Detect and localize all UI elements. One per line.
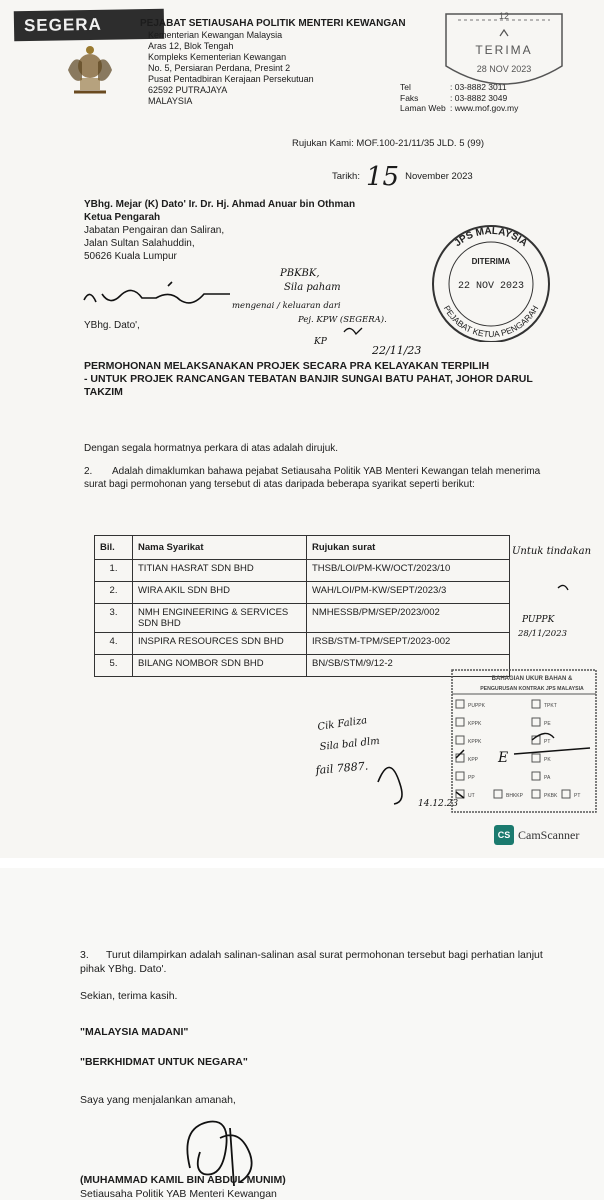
- web-value: : www.mof.gov.my: [450, 103, 519, 113]
- recipient-name: YBhg. Mejar (K) Dato' Ir. Dr. Hj. Ahmad Anuar bin Othman: [84, 199, 356, 210]
- company-table: [94, 535, 510, 677]
- paragraph-3: [80, 948, 550, 976]
- routing-cell: KPP: [468, 757, 479, 763]
- handnote-line: KP: [314, 337, 327, 347]
- column-header: Nama Syarikat: [133, 536, 307, 560]
- received-stamp-date: 28 NOV 2023: [476, 64, 532, 74]
- page-separator: [0, 858, 604, 868]
- handnote-line: Sila paham: [284, 282, 341, 293]
- address-line: Pusat Pentadbiran Kerajaan Persekutuan: [148, 74, 314, 84]
- date-month-year: November 2023: [405, 171, 473, 182]
- tel-label: Tel: [400, 82, 411, 92]
- routing-cell: UT: [468, 793, 475, 799]
- routing-cell: TPKT: [544, 703, 557, 709]
- amanah-line: Saya yang menjalankan amanah,: [80, 1094, 236, 1106]
- address-line: Kementerian Kewangan Malaysia: [148, 30, 283, 40]
- routing-cell: PUPPK: [468, 703, 485, 709]
- routing-cell: KPPK: [468, 739, 482, 745]
- margin-note: 28/11/2023: [518, 629, 567, 639]
- letter-reference: IRSB/STM-TPM/SEPT/2023-002: [307, 633, 510, 655]
- routing-cell: PT: [544, 739, 551, 745]
- web-label: Laman Web: [400, 103, 446, 113]
- letter-reference: WAH/LOI/PM-KW/SEPT/2023/3: [307, 582, 510, 604]
- recipient-line: Jabatan Pengairan dan Saliran,: [84, 225, 225, 236]
- handnote-line: PBKBK,: [280, 268, 320, 279]
- recipient-address: [84, 198, 355, 263]
- paragraph-3-number: 3.: [80, 949, 89, 961]
- address-line: 62592 PUTRAJAYA: [148, 85, 228, 95]
- motto-berkhidmat: "BERKHIDMAT UNTUK NEGARA": [80, 1056, 248, 1068]
- routing-cell: PP: [468, 775, 475, 781]
- section-stamp-written: E: [498, 750, 509, 766]
- company-name: WIRA AKIL SDN BHD: [133, 582, 307, 604]
- handwritten-note-filing: [308, 712, 478, 812]
- letter-reference: THSB/LOI/PM-KW/OCT/2023/10: [307, 560, 510, 582]
- column-header: Rujukan surat: [307, 536, 510, 560]
- handnote-line: 22/11/23: [372, 344, 422, 357]
- row-number: 4.: [95, 633, 133, 655]
- jps-stamp-ring-bottom: PEJABAT KETUA PENGARAH: [441, 303, 541, 340]
- handwritten-note-minute: [232, 262, 452, 362]
- subject-line-2: - UNTUK PROJEK RANCANGAN TEBATAN BANJIR SUNGAI BATU PAHAT, JOHOR DARUL TAKZIM: [84, 373, 533, 398]
- routing-cell: KPPK: [468, 721, 482, 727]
- routing-cell: PT: [574, 793, 581, 799]
- routing-cell: PA: [544, 775, 551, 781]
- recipient-line: 50626 Kuala Lumpur: [84, 251, 177, 262]
- tel-value: : 03-8882 3011: [450, 82, 507, 92]
- signer-name: (MUHAMMAD KAMIL BIN ABDUL MUNIM): [80, 1174, 286, 1186]
- letter-reference: BN/SB/STM/9/12-2: [307, 655, 510, 677]
- section-stamp-title: BAHAGIAN UKUR BAHAN &: [491, 676, 573, 682]
- row-number: 2.: [95, 582, 133, 604]
- signer-title: Setiausaha Politik YAB Menteri Kewangan: [80, 1188, 277, 1200]
- margin-note: Untuk tindakan: [512, 546, 592, 557]
- handnote-line: Pej. KPW (SEGERA).: [298, 315, 387, 325]
- received-stamp-mark: 12: [498, 11, 510, 21]
- margin-handwritten-notes: [508, 536, 604, 648]
- recipient-title: Ketua Pengarah: [84, 212, 161, 223]
- camscanner-name: CamScanner: [518, 827, 580, 842]
- table-row: [95, 582, 510, 604]
- jps-stamp-date: 22 NOV 2023: [457, 281, 525, 292]
- paragraph-2: [84, 465, 544, 491]
- reference-number: Rujukan Kami: MOF.100-21/11/35 JLD. 5 (99): [292, 138, 485, 149]
- svg-text:JPS MALAYSIA: [453, 226, 530, 249]
- company-name: INSPIRA RESOURCES SDN BHD: [133, 633, 307, 655]
- section-stamp-title: PENGURUSAN KONTRAK JPS MALAYSIA: [480, 686, 584, 692]
- handnote-line: Sila bal dlm: [319, 735, 381, 753]
- office-title: PEJABAT SETIAUSAHA POLITIK MENTERI KEWANGAN: [140, 18, 406, 29]
- routing-cell: PKBK: [544, 793, 558, 799]
- company-name: NMH ENGINEERING & SERVICES SDN BHD: [133, 604, 307, 633]
- table-header-row: [95, 536, 510, 560]
- row-number: 1.: [95, 560, 133, 582]
- routing-cell: PK: [544, 757, 551, 763]
- jawi-signature: [80, 280, 240, 314]
- letter-subject: [84, 360, 564, 399]
- row-number: 5.: [95, 655, 133, 677]
- handnote-line: 14.12.23: [418, 799, 459, 809]
- date-label: Tarikh:: [332, 171, 360, 182]
- handnote-line: Cik Faliza: [316, 715, 368, 733]
- paragraph-2-number: 2.: [84, 466, 93, 477]
- row-number: 3.: [95, 604, 133, 633]
- salutation: YBhg. Dato',: [84, 320, 140, 331]
- recipient-line: Jalan Sultan Salahuddin,: [84, 238, 195, 249]
- closing-line: Sekian, terima kasih.: [80, 990, 178, 1002]
- date-day: 15: [365, 162, 400, 192]
- jps-stamp-ring-top: JPS MALAYSIA: [452, 225, 530, 250]
- paragraph-3-text: Turut dilampirkan adalah salinan-salinan asal surat permohonan tersebut bagi perhatian lanjut pihak YBhg. Dato'.: [80, 949, 543, 975]
- table-row: [95, 560, 510, 582]
- subject-line-1: PERMOHONAN MELAKSANAKAN PROJEK SECARA PRA KELAYAKAN TERPILIH: [84, 360, 490, 372]
- letter-date: [332, 156, 473, 192]
- table-row: [95, 604, 510, 633]
- office-address: [148, 30, 314, 107]
- column-header: Bil.: [95, 536, 133, 560]
- letter-reference: NMHESSB/PM/SEP/2023/002: [307, 604, 510, 633]
- address-line: Kompleks Kementerian Kewangan: [148, 52, 287, 62]
- routing-cell: PE: [544, 721, 551, 727]
- paragraph-1: Dengan segala hormatnya perkara di atas adalah dirujuk.: [84, 443, 339, 454]
- address-line: No. 5, Persiaran Perdana, Presint 2: [148, 63, 291, 73]
- company-name: TITIAN HASRAT SDN BHD: [133, 560, 307, 582]
- camscanner-logo-icon: CS: [494, 825, 514, 845]
- routing-cell: BHKKP: [506, 793, 523, 799]
- received-stamp: [438, 6, 570, 102]
- paragraph-2-text: Adalah dimaklumkan bahawa pejabat Setiausaha Politik YAB Menteri Kewangan telah menerima surat bagi permohonan yang tersebut di atas daripada beberapa syarikat seperti berikut:: [84, 466, 541, 490]
- received-stamp-label: TERIMA: [475, 43, 533, 57]
- fax-label: Faks: [400, 92, 419, 103]
- company-name: BILANG NOMBOR SDN BHD: [133, 655, 307, 677]
- handnote-line: mengenai / keluaran dari: [232, 301, 341, 311]
- svg-text:PEJABAT KETUA PENGARAH: [442, 304, 541, 339]
- coat-of-arms-icon: [60, 40, 120, 100]
- urgent-stamp: SEGERA: [14, 9, 165, 42]
- jps-stamp-label: DITERIMA: [471, 257, 511, 266]
- address-line: Aras 12, Blok Tengah: [148, 41, 234, 51]
- address-line: MALAYSIA: [148, 96, 193, 106]
- margin-note: PUPPK: [522, 615, 555, 625]
- camscanner-watermark: [494, 825, 579, 845]
- table-row: [95, 655, 510, 677]
- motto-malaysia-madani: "MALAYSIA MADANI": [80, 1026, 189, 1038]
- table-row: [95, 633, 510, 655]
- letter-page-2: [0, 868, 604, 1200]
- fax-value: : 03-8882 3049: [450, 92, 508, 103]
- handnote-line: fail 7887.: [315, 759, 369, 777]
